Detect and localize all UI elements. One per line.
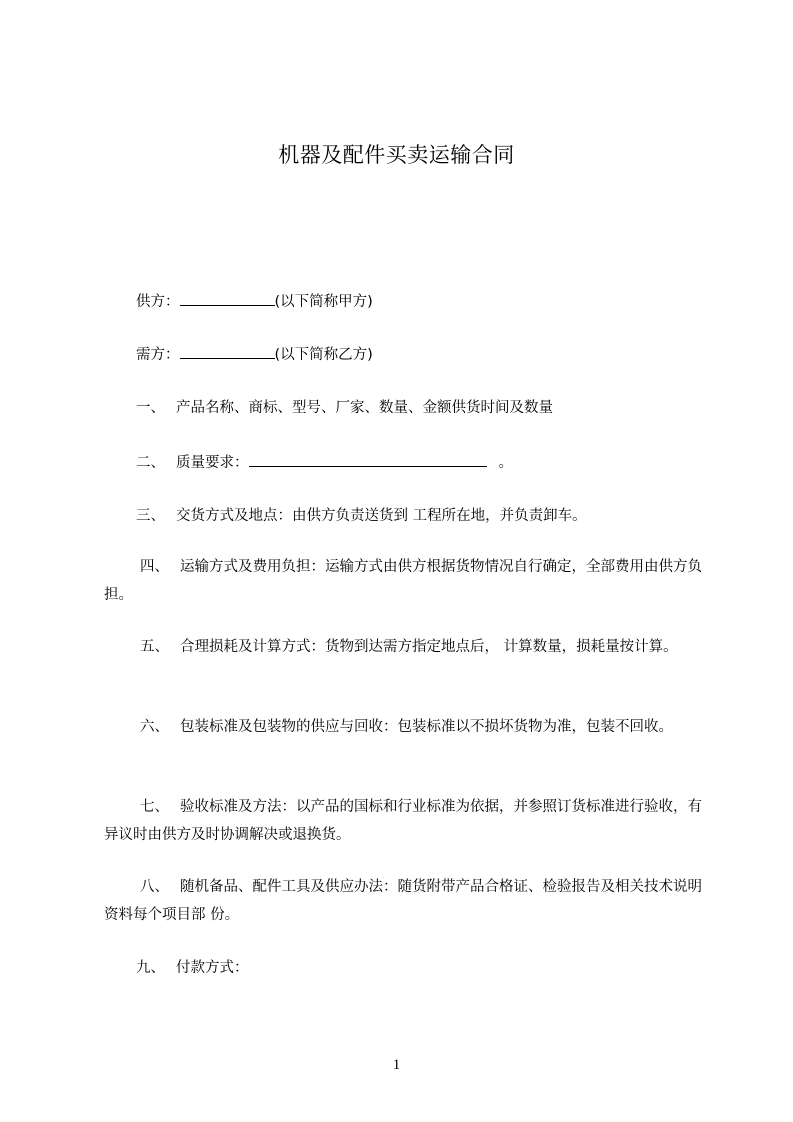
clause-8 xyxy=(104,873,702,929)
clause-1-text: 产品名称、商标、型号、厂家、数量、金额供货时间及数量 xyxy=(176,400,553,416)
clause-4-text: 运输方式及费用负担：运输方式由供方根据货物情况自行确定，全部费用由供方负担。 xyxy=(104,559,702,603)
clause-8-number: 八、 xyxy=(140,879,169,895)
clause-6 xyxy=(104,713,702,741)
buyer-label: 需方： xyxy=(136,347,180,363)
buyer-name-blank xyxy=(180,344,275,359)
clause-3-text: 交货方式及地点：由供方负责送货到 工程所在地，并负责卸车。 xyxy=(176,508,587,524)
clause-8-text: 随机备品、配件工具及供应办法：随货附带产品合格证、检验报告及相关技术说明资料每个项目部 份。 xyxy=(104,879,702,923)
supplier-note: (以下简称甲方) xyxy=(274,294,373,310)
quality-requirement-blank xyxy=(249,452,487,467)
clause-6-number: 六、 xyxy=(140,719,169,735)
clause-7 xyxy=(104,793,702,849)
document-title: 机器及配件买卖运输合同 xyxy=(278,143,515,167)
clause-7-number: 七、 xyxy=(140,799,169,815)
clause-5-number: 五、 xyxy=(140,639,169,655)
clause-9 xyxy=(136,958,249,978)
clause-2-text: 质量要求： xyxy=(176,455,249,471)
clause-6-text: 包装标准及包装物的供应与回收：包装标准以不损坏货物为准，包装不回收。 xyxy=(180,719,673,735)
clause-1 xyxy=(136,398,553,418)
clause-4-number: 四、 xyxy=(140,559,169,575)
clause-3-number: 三、 xyxy=(136,508,165,524)
clause-2 xyxy=(136,452,513,473)
clause-2-suffix: 。 xyxy=(498,455,513,471)
page-number: 1 xyxy=(392,1057,401,1073)
buyer-line xyxy=(136,344,373,365)
clause-3 xyxy=(136,506,587,526)
clause-5 xyxy=(104,633,702,661)
buyer-note: (以下简称乙方) xyxy=(274,347,373,363)
supplier-line xyxy=(136,291,373,312)
supplier-name-blank xyxy=(180,291,275,306)
clause-2-number: 二、 xyxy=(136,455,165,471)
clause-1-number: 一、 xyxy=(136,400,165,416)
clause-4 xyxy=(104,553,702,609)
clause-9-text: 付款方式： xyxy=(176,960,249,976)
clause-5-text: 合理损耗及计算方式：货物到达需方指定地点后， 计算数量，损耗量按计算。 xyxy=(180,639,678,655)
clause-9-number: 九、 xyxy=(136,960,165,976)
supplier-label: 供方： xyxy=(136,294,180,310)
clause-7-text: 验收标准及方法：以产品的国标和行业标准为依据，并参照订货标准进行验收，有异议时由供方及时协调解决或退换货。 xyxy=(104,799,702,843)
